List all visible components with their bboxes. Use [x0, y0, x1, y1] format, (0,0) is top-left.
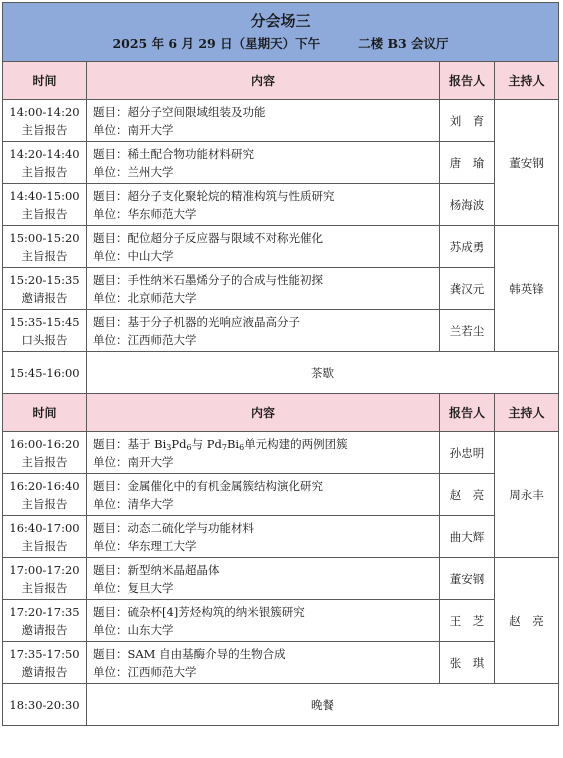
- talk-time: 14:40-15:00: [9, 188, 80, 203]
- talk-speaker: 董安钢: [440, 558, 495, 600]
- talk-topic: 基于分子机器的光响应液晶高分子: [127, 314, 300, 329]
- table-row: 17:00-17:20 主旨报告 题目：新型纳米晶超晶体 单位：复旦大学 董安钢 赵 亮: [3, 558, 559, 600]
- talk-speaker: 王 芝: [440, 600, 495, 642]
- talk-type: 主旨报告: [21, 206, 68, 221]
- session-host: 周永丰: [495, 432, 559, 558]
- talk-unit: 复旦大学: [127, 580, 174, 595]
- talk-topic: 手性纳米石墨烯分子的合成与性能初探: [127, 272, 323, 287]
- header-time: 时间: [3, 394, 87, 432]
- table-row: 15:35-15:45 口头报告 题目：基于分子机器的光响应液晶高分子 单位：江西师范大学 兰若尘: [3, 310, 559, 352]
- talk-topic: 稀土配合物功能材料研究: [127, 146, 254, 161]
- header-time: 时间: [3, 62, 87, 100]
- table-row: 16:40-17:00 主旨报告 题目：动态二硫化学与功能材料 单位：华东理工大学 曲大辉: [3, 516, 559, 558]
- session-date: 2025 年 6 月 29 日（星期天）下午: [112, 36, 321, 51]
- talk-topic: 基于 $Bi_3Pd_6$与 $Pd_7Bi_6$单元构建的两例团簇: [127, 436, 348, 452]
- talk-type: 主旨报告: [21, 122, 68, 137]
- talk-unit: 江西师范大学: [127, 332, 197, 347]
- talk-topic: 超分子支化聚轮烷的精准构筑与性质研究: [127, 188, 335, 203]
- tea-break-label: 茶歇: [87, 352, 559, 394]
- talk-time: 16:00-16:20: [9, 436, 80, 451]
- dinner-row: [3, 684, 559, 726]
- talk-type: 主旨报告: [21, 538, 68, 553]
- table-row: 14:00-14:20 主旨报告 题目：超分子空间限域组装及功能 单位：南开大学 刘 育 董安钢: [3, 100, 559, 142]
- talk-unit: 中山大学: [127, 248, 174, 263]
- talk-time: 15:20-15:35: [9, 272, 80, 287]
- talk-speaker: 龚汉元: [440, 268, 495, 310]
- header-host: 主持人: [495, 62, 559, 100]
- talk-topic: SAM 自由基酶介导的生物合成: [127, 646, 286, 661]
- table-row: 17:35-17:50 邀请报告 题目：SAM 自由基酶介导的生物合成 单位：江西师范大学 张 琪: [3, 642, 559, 684]
- talk-unit: 清华大学: [127, 496, 174, 511]
- table-row: 14:20-14:40 主旨报告 题目：稀土配合物功能材料研究 单位：兰州大学 唐 瑜: [3, 142, 559, 184]
- talk-type: 邀请报告: [21, 622, 68, 637]
- talk-speaker: 刘 育: [440, 100, 495, 142]
- talk-speaker: 兰若尘: [440, 310, 495, 352]
- session-title: 分会场三: [250, 12, 311, 30]
- table-row: 14:40-15:00 主旨报告 题目：超分子支化聚轮烷的精准构筑与性质研究 单位：华东师范大学 杨海波: [3, 184, 559, 226]
- header-content: 内容: [87, 62, 440, 100]
- tea-break-time: 15:45-16:00: [3, 352, 87, 394]
- talk-speaker: 赵 亮: [440, 474, 495, 516]
- talk-unit: 山东大学: [127, 622, 174, 637]
- talk-time: 14:00-14:20: [9, 104, 80, 119]
- talk-unit: 华东理工大学: [127, 538, 197, 553]
- talk-topic: 配位超分子反应器与限域不对称光催化: [127, 230, 323, 245]
- tea-break-row: [3, 352, 559, 394]
- talk-time: 17:20-17:35: [9, 604, 80, 619]
- talk-speaker: 孙忠明: [440, 432, 495, 474]
- talk-type: 主旨报告: [21, 248, 68, 263]
- talk-type: 邀请报告: [21, 664, 68, 679]
- talk-topic: 硫杂杯[4]芳烃构筑的纳米银簇研究: [127, 604, 305, 619]
- header-host: 主持人: [495, 394, 559, 432]
- talk-unit: 北京师范大学: [127, 290, 197, 305]
- table-header-row: [3, 62, 559, 100]
- talk-unit: 兰州大学: [127, 164, 174, 179]
- talk-time: 14:20-14:40: [9, 146, 80, 161]
- talk-speaker: 唐 瑜: [440, 142, 495, 184]
- talk-type: 主旨报告: [21, 496, 68, 511]
- header-speaker: 报告人: [440, 62, 495, 100]
- table-row: 16:20-16:40 主旨报告 题目：金属催化中的有机金属簇结构演化研究 单位：清华大学 赵 亮: [3, 474, 559, 516]
- talk-unit: 华东师范大学: [127, 206, 197, 221]
- table-row: 15:00-15:20 主旨报告 题目：配位超分子反应器与限域不对称光催化 单位：中山大学 苏成勇 韩英锋: [3, 226, 559, 268]
- talk-topic: 金属催化中的有机金属簇结构演化研究: [127, 478, 323, 493]
- talk-unit: 南开大学: [127, 454, 174, 469]
- talk-time: 16:20-16:40: [9, 478, 80, 493]
- talk-time: 17:35-17:50: [9, 646, 80, 661]
- dinner-label: 晚餐: [87, 684, 559, 726]
- talk-time: 16:40-17:00: [9, 520, 80, 535]
- talk-type: 主旨报告: [21, 580, 68, 595]
- talk-type: 邀请报告: [21, 290, 68, 305]
- header-content: 内容: [87, 394, 440, 432]
- table-row: 17:20-17:35 邀请报告 题目：硫杂杯[4]芳烃构筑的纳米银簇研究 单位：山东大学 王 芝: [3, 600, 559, 642]
- table-row: 15:20-15:35 邀请报告 题目：手性纳米石墨烯分子的合成与性能初探 单位：北京师范大学 龚汉元: [3, 268, 559, 310]
- session-venue: 二楼 B3 会议厅: [358, 36, 449, 51]
- schedule-table: [2, 2, 559, 726]
- talk-speaker: 苏成勇: [440, 226, 495, 268]
- session-host: 董安钢: [495, 100, 559, 226]
- talk-time: 15:35-15:45: [9, 314, 80, 329]
- table-header-row: [3, 394, 559, 432]
- talk-type: 口头报告: [21, 332, 68, 347]
- header-speaker: 报告人: [440, 394, 495, 432]
- talk-topic: 新型纳米晶超晶体: [127, 562, 220, 577]
- talk-type: 主旨报告: [21, 454, 68, 469]
- talk-time: 17:00-17:20: [9, 562, 80, 577]
- session-host: 韩英锋: [495, 226, 559, 352]
- session-host: 赵 亮: [495, 558, 559, 684]
- talk-speaker: 张 琪: [440, 642, 495, 684]
- talk-topic: 超分子空间限域组装及功能: [127, 104, 266, 119]
- talk-topic: 动态二硫化学与功能材料: [127, 520, 254, 535]
- talk-unit: 江西师范大学: [127, 664, 197, 679]
- talk-speaker: 曲大辉: [440, 516, 495, 558]
- talk-unit: 南开大学: [127, 122, 174, 137]
- talk-speaker: 杨海波: [440, 184, 495, 226]
- talk-time: 15:00-15:20: [9, 230, 80, 245]
- session-title-banner: [3, 3, 559, 62]
- dinner-time: 18:30-20:30: [3, 684, 87, 726]
- talk-type: 主旨报告: [21, 164, 68, 179]
- table-row: 16:00-16:20 主旨报告 题目：基于 $Bi_3Pd_6$与 $Pd_7Bi_6$单元构建的两例团簇 单位：南开大学 孙忠明 周永丰: [3, 432, 559, 474]
